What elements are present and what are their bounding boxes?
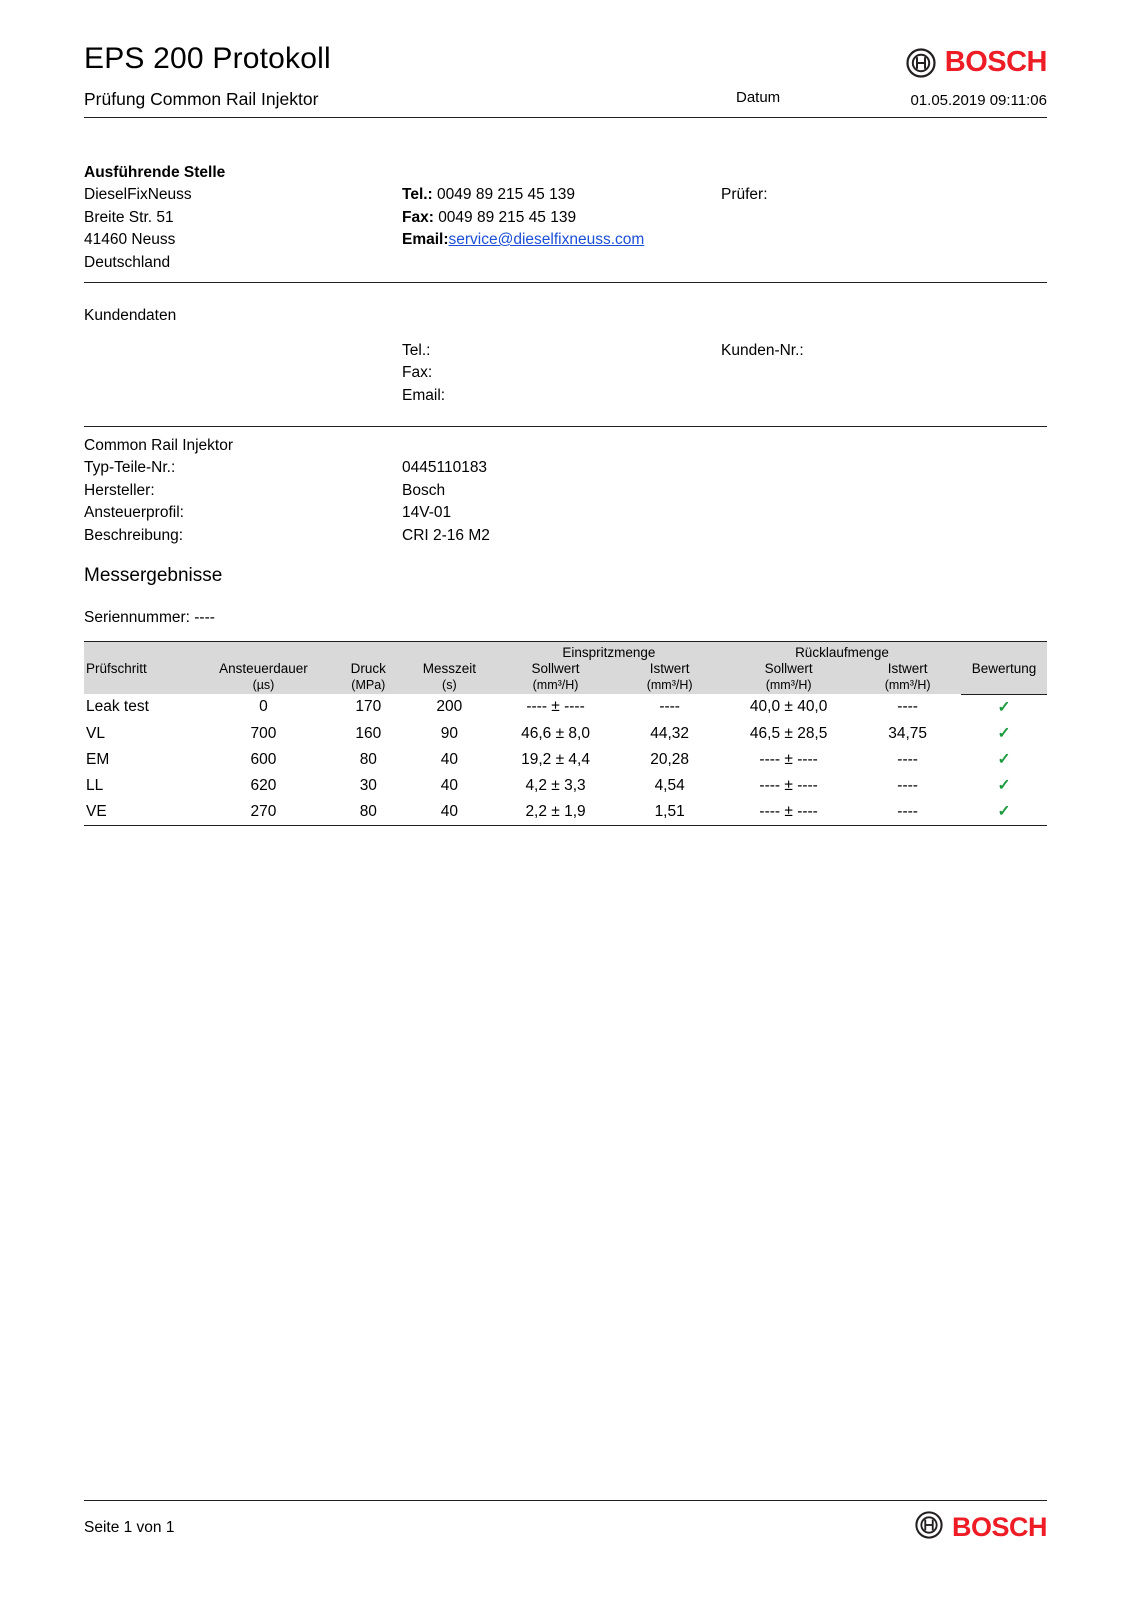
section-injector [84,435,1047,548]
kundendaten-contact [402,340,445,408]
cell-messzeit: 40 [440,802,458,820]
cell-ruecklauf-ist: ---- [897,776,918,794]
injector-value: Bosch [402,481,446,499]
bosch-wordmark: BOSCH [944,46,1047,78]
cell-einspritz-ist: ---- [659,698,680,716]
kundennr-field [721,340,804,363]
document-header [84,0,1047,118]
cell-messzeit: 40 [440,776,458,794]
cell-ruecklauf-soll: ---- ± ---- [759,802,818,820]
bosch-symbol-icon [915,1511,943,1544]
group-header-einspritzmenge: Einspritzmenge [562,645,656,660]
column-unit: (s) [442,678,457,692]
injector-label: Typ-Teile-Nr.: [84,459,176,476]
group-header-ruecklaufmenge: Rücklaufmenge [795,645,889,660]
pruefer-label: Prüfer: [721,186,768,203]
column-header: Istwert [887,661,928,676]
cell-ansteuerdauer: 700 [250,724,277,742]
cell-ruecklauf-ist: 34,75 [888,724,928,742]
column-header: Sollwert [531,661,580,676]
kunde-tel-row [402,340,445,363]
injector-value: 14V-01 [402,504,452,521]
company-tel-value: 0049 89 215 45 139 [437,186,575,203]
cell-einspritz-soll: 4,2 ± 3,3 [525,776,586,794]
bosch-wordmark: BOSCH [951,1512,1047,1542]
cell-ansteuerdauer: 0 [259,698,268,716]
kundendaten-body [84,340,1047,418]
company-tel-label: Tel.: [402,186,433,203]
company-email-row [402,229,644,252]
company-city: 41460 Neuss [84,231,176,248]
injector-row [84,525,1047,548]
pruefer-field [721,184,768,207]
ausfuehrende-stelle-heading: Ausführende Stelle [84,163,226,181]
kunde-fax-label: Fax: [402,364,433,381]
cell-ruecklauf-soll: ---- ± ---- [759,750,818,768]
table-row [84,694,1047,721]
column-header: Ansteuerdauer [219,661,308,676]
company-fax-row [402,207,644,230]
injector-label: Hersteller: [84,481,155,499]
company-email-label: Email: [402,231,449,248]
table-row [84,747,1047,773]
status-check-icon: ✓ [997,750,1011,768]
date-value: 01.05.2019 09:11:06 [910,91,1047,109]
table-header-row [84,660,1047,694]
company-fax-label: Fax: [402,208,434,226]
table-group-header-row [84,642,1047,661]
bosch-logo-footer [915,1511,1047,1544]
page-number: Seite 1 von 1 [84,1518,175,1536]
cell-ruecklauf-ist: ---- [897,802,918,820]
bosch-logo-header [906,46,1047,79]
company-email-link[interactable]: service@dieselfixneuss.com [448,231,645,248]
injector-value: 0445110183 [402,459,488,476]
injector-row [84,502,1047,525]
column-unit: (mm³/H) [765,678,812,692]
kundennr-label: Kunden-Nr.: [721,341,804,359]
cell-einspritz-ist: 20,28 [650,750,690,768]
cell-ruecklauf-ist: ---- [897,750,918,768]
cell-druck: 80 [359,750,377,768]
cell-ruecklauf-ist: ---- [897,698,918,716]
cell-einspritz-soll: 19,2 ± 4,4 [521,750,590,768]
company-tel-row [402,184,644,207]
cell-step: VE [86,802,107,820]
injector-row [84,457,1047,480]
results-heading: Messergebnisse [84,565,223,586]
ausfuehrende-stelle-contact [402,184,644,252]
results-table [84,641,1047,825]
cell-einspritz-ist: 1,51 [654,802,685,820]
cell-einspritz-soll: ---- ± ---- [526,698,585,716]
status-check-icon: ✓ [997,776,1011,794]
cell-ruecklauf-soll: ---- ± ---- [759,776,818,794]
table-row [84,721,1047,747]
status-check-icon: ✓ [997,724,1011,742]
cell-ruecklauf-soll: 40,0 ± 40,0 [749,698,828,716]
cell-einspritz-soll: 2,2 ± 1,9 [525,802,586,820]
injector-heading [84,435,1047,458]
status-check-icon: ✓ [997,698,1011,716]
kunde-tel-label: Tel.: [402,341,431,359]
divider-table-bottom [84,825,1047,826]
column-unit: (MPa) [351,678,386,692]
injector-row [84,480,1047,503]
cell-messzeit: 40 [440,750,458,768]
column-unit: (µs) [252,678,275,692]
serial-number: Seriennummer: ---- [84,609,215,626]
cell-einspritz-ist: 4,54 [654,776,685,794]
page-title: EPS 200 Protokoll [84,42,331,75]
table-row [84,799,1047,825]
cell-druck: 160 [355,724,382,742]
column-header: Istwert [649,661,690,676]
injector-heading-text: Common Rail Injektor [84,436,234,454]
divider-kundendaten [84,426,1047,427]
column-header: Druck [350,661,386,676]
kunde-fax-row [402,362,445,385]
document-subtitle: Prüfung Common Rail Injektor [84,88,319,109]
injector-label: Ansteuerprofil: [84,504,184,521]
divider-ausfuehrende [84,282,1047,283]
cell-ansteuerdauer: 270 [250,802,277,820]
cell-ruecklauf-soll: 46,5 ± 28,5 [749,724,828,742]
table-row [84,773,1047,799]
column-header: Prüfschritt [86,661,147,676]
column-header: Bewertung [971,661,1037,676]
column-header: Sollwert [764,661,813,676]
column-unit: (mm³/H) [646,678,693,692]
cell-step: LL [86,776,104,794]
cell-step: EM [86,750,110,768]
company-fax-value: 0049 89 215 45 139 [438,208,577,226]
column-unit: (mm³/H) [532,678,579,692]
cell-einspritz-ist: 44,32 [650,724,690,742]
cell-druck: 170 [355,698,382,716]
company-name: DieselFixNeuss [84,186,192,203]
document-footer [84,1500,1047,1544]
kundendaten-heading: Kundendaten [84,307,177,324]
cell-ansteuerdauer: 600 [250,750,277,768]
kunde-email-label: Email: [402,386,446,404]
header-subtitle-row [84,89,1047,118]
ausfuehrende-stelle-body [84,184,1047,274]
company-country: Deutschland [84,253,171,271]
injector-label: Beschreibung: [84,526,184,544]
cell-messzeit: 90 [440,724,458,742]
date-label: Datum [736,88,781,106]
status-check-icon: ✓ [997,802,1011,820]
cell-ansteuerdauer: 620 [250,776,277,794]
section-ausfuehrende-stelle [84,148,1047,284]
cell-step: Leak test [86,698,149,716]
cell-druck: 30 [359,776,377,794]
injector-value: CRI 2-16 M2 [402,526,490,544]
cell-step: VL [86,724,105,742]
section-kundendaten [84,291,1047,427]
column-unit: (mm³/H) [884,678,931,692]
kunde-email-row [402,385,445,408]
cell-druck: 80 [359,802,377,820]
column-header: Messzeit [422,661,476,676]
company-street: Breite Str. 51 [84,208,174,226]
bosch-symbol-icon [906,48,936,78]
cell-einspritz-soll: 46,6 ± 8,0 [521,724,590,742]
cell-messzeit: 200 [436,698,463,716]
